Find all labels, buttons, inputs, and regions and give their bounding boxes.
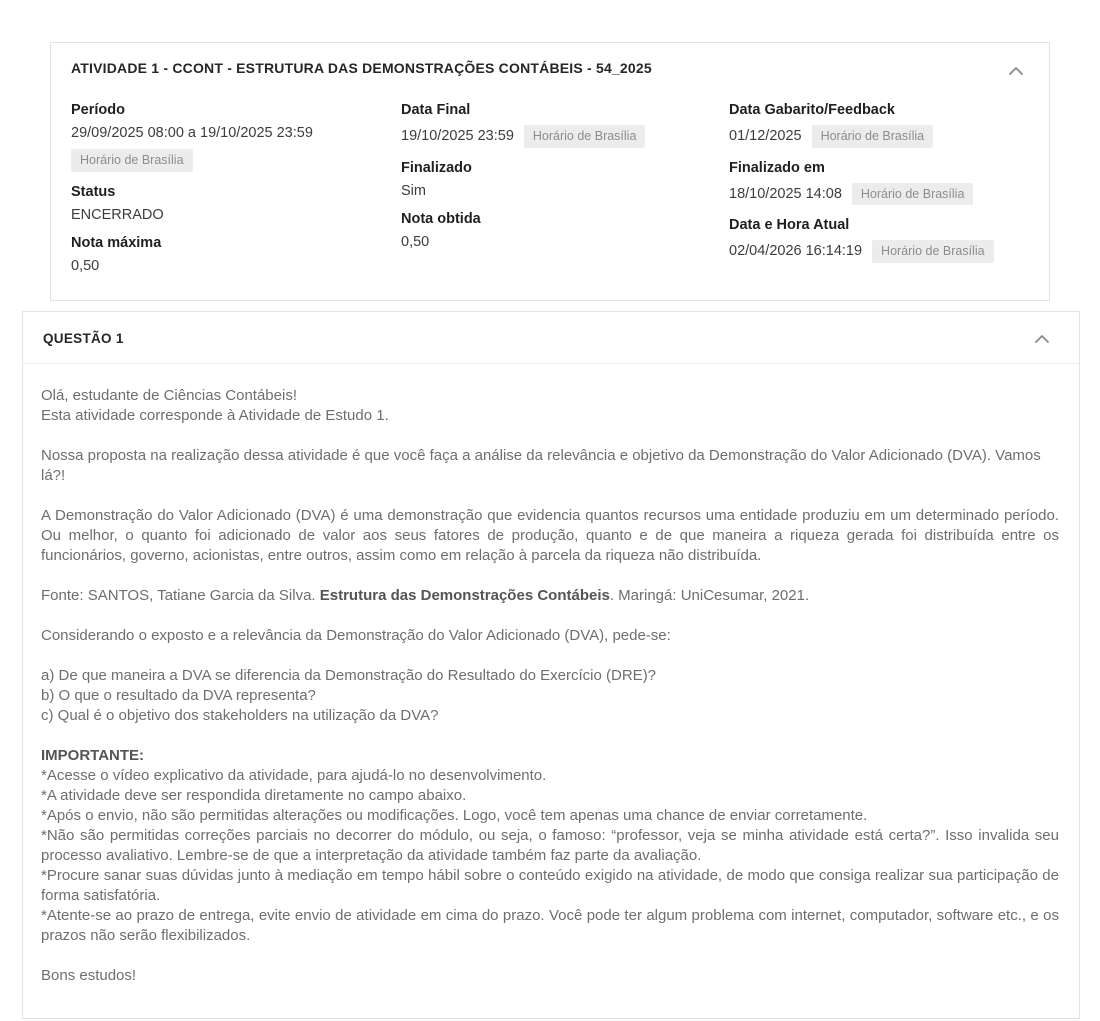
field-data-final-text: 19/10/2025 23:59 [401, 128, 514, 145]
source-paragraph [41, 586, 1059, 606]
field-status [71, 184, 401, 223]
field-data-hora-atual-value [729, 240, 1027, 263]
field-nota-maxima [71, 235, 401, 274]
greeting-block [41, 386, 1059, 426]
source-suffix: . Maringá: UniCesumar, 2021. [609, 587, 810, 604]
field-finalizado-value: Sim [401, 182, 426, 199]
question-header [23, 312, 1079, 364]
question-collapse-button[interactable] [1031, 329, 1053, 348]
field-periodo [71, 102, 401, 172]
activity-info-card [50, 42, 1050, 301]
item-a: a) De que maneira a DVA se diferencia da Demonstração do Resultado do Exercício (DRE)? [41, 667, 657, 684]
source-prefix: Fonte: SANTOS, Tatiane Garcia da Silva. [41, 587, 320, 604]
timezone-badge: Horário de Brasília [524, 125, 646, 148]
field-finalizado-em-value [729, 183, 1027, 206]
field-nota-maxima-value: 0,50 [71, 257, 100, 274]
question-title: QUESTÃO 1 [43, 330, 124, 346]
timezone-badge: Horário de Brasília [872, 240, 994, 263]
important-item: *Acesse o vídeo explicativo da atividade, para ajudá-lo no desenvolvimento. [41, 767, 547, 784]
source-book-title: Estrutura das Demonstrações Contábeis [319, 587, 610, 604]
field-data-final-label: Data Final [401, 102, 471, 118]
considering-paragraph: Considerando o exposto e a relevância da Demonstração do Valor Adicionado (DVA), pede-se: [41, 627, 671, 644]
field-data-gabarito-text: 01/12/2025 [729, 128, 802, 145]
field-data-hora-atual-label: Data e Hora Atual [729, 217, 850, 233]
timezone-badge: Horário de Brasília [71, 149, 193, 172]
item-b: b) O que o resultado da DVA representa? [41, 687, 316, 704]
field-nota-maxima-label: Nota máxima [71, 234, 162, 251]
field-finalizado-label: Finalizado [401, 159, 472, 176]
field-finalizado-em [729, 160, 1027, 206]
field-nota-obtida-value: 0,50 [401, 233, 430, 250]
field-data-final-value [401, 125, 729, 148]
field-nota-obtida-label: Nota obtida [401, 210, 481, 227]
question-body [23, 364, 1079, 1018]
field-data-final [401, 102, 729, 148]
field-periodo-value: 29/09/2025 08:00 a 19/10/2025 23:59 [71, 125, 313, 141]
activity-column-3 [729, 90, 1027, 274]
field-status-label: Status [71, 183, 116, 200]
field-data-hora-atual-text: 02/04/2026 16:14:19 [729, 243, 863, 260]
item-c: c) Qual é o objetivo dos stakeholders na utilização da DVA? [41, 707, 439, 724]
items-block [41, 666, 1059, 726]
activity-card-header [71, 60, 1027, 80]
activity-column-2 [401, 90, 729, 274]
important-item: *A atividade deve ser respondida diretamente no campo abaixo. [41, 787, 467, 804]
timezone-badge: Horário de Brasília [852, 183, 974, 206]
timezone-badge: Horário de Brasília [812, 125, 934, 148]
field-data-gabarito-value [729, 125, 1027, 148]
field-data-hora-atual [729, 217, 1027, 263]
field-periodo-label: Período [71, 102, 125, 118]
important-item: *Atente-se ao prazo de entrega, evite envio de atividade em cima do prazo. Você pode ter algum problema com internet, computador, software etc., e os prazos não serão flexibilizados. [41, 907, 1059, 944]
important-item: *Não são permitidas correções parciais no decorrer do módulo, ou seja, o famoso: “professor, veja se minha atividade está certa?”. Isso invalida seu processo avaliativo. Lembre-se de que a interpretação da atividade também faz parte da avaliação. [41, 827, 1059, 864]
dva-description-paragraph: A Demonstração do Valor Adicionado (DVA) é uma demonstração que evidencia quantos recursos uma entidade produziu em um determinado período. Ou melhor, o quanto foi adicionado de valor aos seus fatores de produção, quanto e de que maneira a riqueza gerada foi distribuída entre os funcionários, governo, acionistas, entre outros, assim como em relação à parcela da riqueza não distribuída. [41, 507, 1059, 564]
activity-column-1 [71, 90, 401, 274]
important-heading: IMPORTANTE: [41, 747, 145, 764]
greeting-line-2: Esta atividade corresponde à Atividade de Estudo 1. [41, 407, 389, 424]
important-item: *Após o envio, não são permitidas alterações ou modificações. Logo, você tem apenas uma chance de enviar corretamente. [41, 807, 868, 824]
chevron-up-icon [1035, 331, 1049, 346]
field-finalizado [401, 160, 729, 199]
closing-paragraph: Bons estudos! [41, 967, 137, 984]
activity-columns [71, 90, 1027, 274]
field-finalizado-em-text: 18/10/2025 14:08 [729, 185, 842, 202]
question-card [22, 311, 1080, 1019]
activity-collapse-button[interactable] [1005, 61, 1027, 80]
field-status-value: ENCERRADO [71, 206, 164, 223]
field-data-gabarito-label: Data Gabarito/Feedback [729, 102, 895, 118]
proposal-paragraph: Nossa proposta na realização dessa atividade é que você faça a análise da relevância e objetivo da Demonstração do Valor Adicionado (DVA). Vamos lá?! [41, 447, 1041, 484]
important-item: *Procure sanar suas dúvidas junto à mediação em tempo hábil sobre o conteúdo exigido na atividade, de modo que consiga realizar sua participação de forma satisfatória. [41, 867, 1059, 904]
activity-title: ATIVIDADE 1 - CCONT - ESTRUTURA DAS DEMONSTRAÇÕES CONTÁBEIS - 54_2025 [71, 60, 652, 76]
chevron-up-icon [1009, 63, 1023, 78]
field-nota-obtida [401, 211, 729, 250]
field-finalizado-em-label: Finalizado em [729, 159, 825, 176]
field-data-gabarito [729, 102, 1027, 148]
important-block [41, 746, 1059, 946]
greeting-line-1: Olá, estudante de Ciências Contábeis! [41, 387, 297, 404]
